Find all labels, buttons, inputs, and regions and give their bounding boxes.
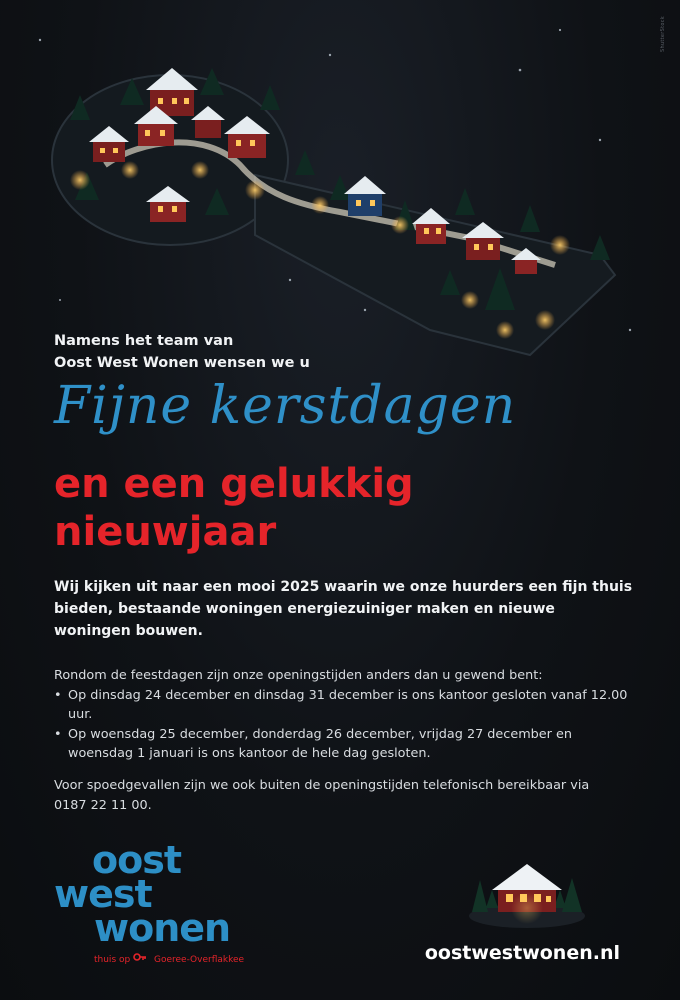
- opening-hours-list: [54, 686, 634, 764]
- list-item: • Op woensdag 25 december, donderdag 26 december, vrijdag 27 december en woensdag 1 januari is ons kantoor de hele dag gesloten.: [54, 725, 634, 764]
- script-heading: Fijne kerstdagen: [54, 376, 517, 436]
- key-village-illustration: [0, 0, 680, 370]
- logo-word-west: west: [54, 872, 152, 916]
- logo-word-wonen: wonen: [94, 906, 231, 950]
- tagline-left: thuis op: [94, 955, 131, 965]
- headline-line-1: en een gelukkig: [54, 461, 414, 507]
- list-item: • Op dinsdag 24 december en dinsdag 31 december is ons kantoor gesloten vanaf 12.00 uur.: [54, 686, 634, 725]
- opening-hours: [54, 666, 634, 764]
- oost-west-wonen-logo: [54, 838, 294, 968]
- logo-tagline: [94, 952, 244, 965]
- key-icon: [133, 952, 151, 965]
- intro-line-1: Namens het team van: [54, 333, 234, 349]
- headline: [54, 460, 414, 556]
- logo-word-oost: oost: [92, 838, 181, 882]
- emergency-notice: Voor spoedgevallen zijn we ook buiten de openingstijden telefonisch bereikbaar via 0187 22 11 00.: [54, 778, 590, 813]
- snowy-house-illustration: [462, 850, 592, 930]
- photo-credit: ShutterStock: [660, 16, 666, 53]
- tagline-right: Goeree-Overflakkee: [153, 955, 245, 965]
- lead-paragraph: Wij kijken uit naar een mooi 2025 waarin we onze huurders een fijn thuis bieden, bestaande woningen energiezuiniger maken en nieuwe woningen bouwen.: [54, 579, 633, 639]
- website-link[interactable]: oostwestwonen.nl: [424, 942, 620, 964]
- intro-line-2: Oost West Wonen wensen we u: [54, 355, 310, 371]
- headline-line-2: nieuwjaar: [54, 509, 277, 555]
- opening-hours-intro: Rondom de feestdagen zijn onze openingstijden anders dan u gewend bent:: [54, 668, 543, 683]
- intro-text: [54, 330, 310, 374]
